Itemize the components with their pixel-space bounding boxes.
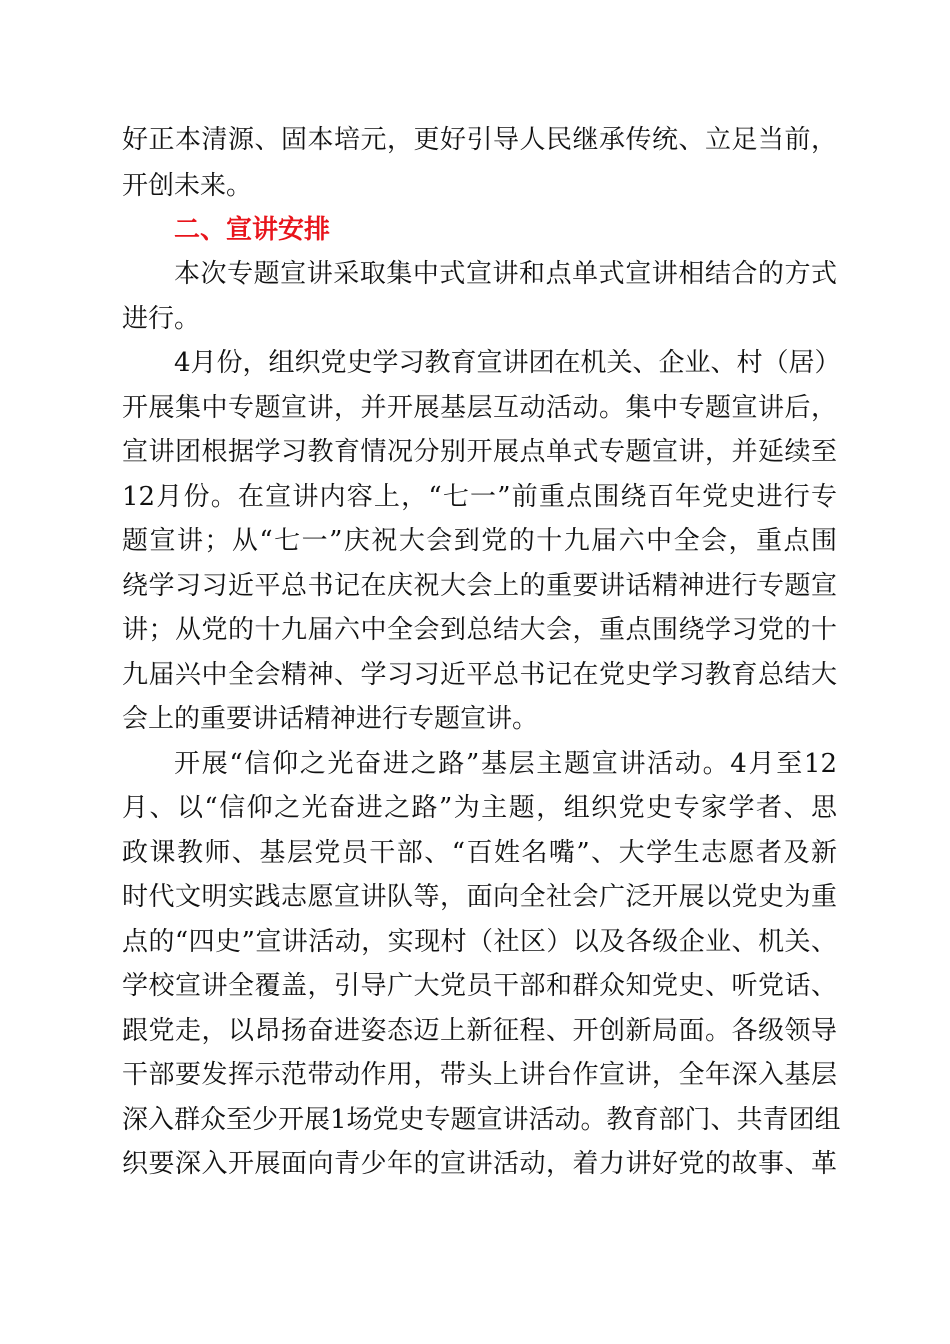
paragraph-line: 4月份，组织党史学习教育宣讲团在机关、企业、村（居）	[174, 348, 841, 378]
paragraph-line: 题宣讲；从“七一”庆祝大会到党的十九届六中全会，重点围	[122, 526, 837, 556]
paragraph-line: 九届兴中全会精神、学习习近平总书记在党史学习教育总结大	[122, 660, 837, 690]
paragraph-line: 政课教师、基层党员干部、“百姓名嘴”、大学生志愿者及新	[122, 838, 837, 868]
paragraph-line: 开展“信仰之光奋进之路”基层主题宣讲活动。4月至12	[174, 749, 837, 779]
paragraph-line: 月、以“信仰之光奋进之路”为主题，组织党史专家学者、思	[122, 793, 837, 823]
paragraph-line: 会上的重要讲话精神进行专题宣讲。	[122, 704, 539, 734]
paragraph-line: 本次专题宣讲采取集中式宣讲和点单式宣讲相结合的方式	[174, 259, 837, 289]
paragraph-line: 讲；从党的十九届六中全会到总结大会，重点围绕学习党的十	[122, 615, 837, 645]
paragraph-line: 绕学习习近平总书记在庆祝大会上的重要讲话精神进行专题宣	[122, 571, 837, 601]
paragraph-line: 跟党走，以昂扬奋进姿态迈上新征程、开创新局面。各级领导	[122, 1016, 837, 1046]
paragraph-line: 进行。	[122, 304, 201, 334]
paragraph-line: 开展集中专题宣讲，并开展基层互动活动。集中专题宣讲后，	[122, 393, 837, 423]
paragraph-line: 干部要发挥示范带动作用，带头上讲台作宣讲，全年深入基层	[122, 1060, 837, 1090]
paragraph-line: 好正本清源、固本培元，更好引导人民继承传统、立足当前，	[122, 125, 837, 155]
paragraph-line: 点的“四史”宣讲活动，实现村（社区）以及各级企业、机关、	[122, 927, 837, 957]
paragraph-line: 12月份。在宣讲内容上，“七一”前重点围绕百年党史进行专	[122, 482, 837, 512]
paragraph-line: 时代文明实践志愿宣讲队等，面向全社会广泛开展以党史为重	[122, 882, 837, 912]
paragraph-line: 深入群众至少开展1场党史专题宣讲活动。教育部门、共青团组	[122, 1105, 841, 1135]
paragraph-line: 宣讲团根据学习教育情况分别开展点单式专题宣讲，并延续至	[122, 437, 837, 467]
paragraph-line: 开创未来。	[122, 171, 253, 201]
paragraph-line: 学校宣讲全覆盖，引导广大党员干部和群众知党史、听党话、	[122, 971, 837, 1001]
paragraph-line: 织要深入开展面向青少年的宣讲活动，着力讲好党的故事、革	[122, 1149, 837, 1179]
section-heading: 二、宣讲安排	[174, 215, 331, 245]
